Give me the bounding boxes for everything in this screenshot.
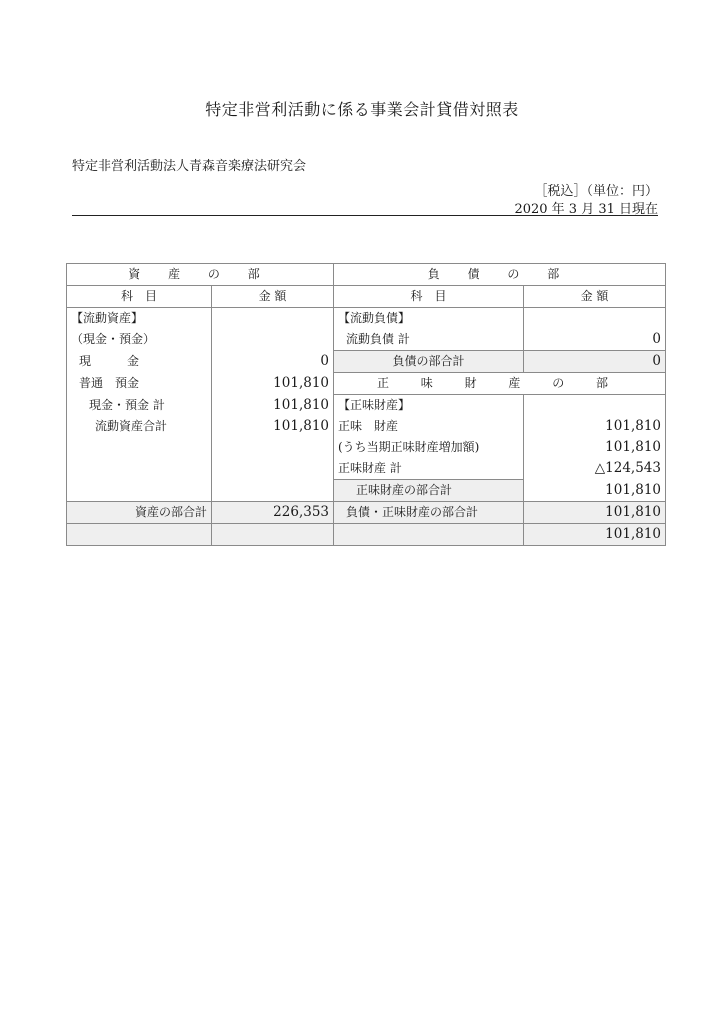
liabilities-net-assets-total-value: 101,810 <box>524 502 666 524</box>
table-row <box>67 308 666 330</box>
liabilities-net-assets-total-label: 負債・正味財産の部合計 <box>334 502 524 524</box>
empty-cell <box>212 329 334 351</box>
table-row <box>67 373 666 395</box>
net-assets-header: 【正味財産】 <box>334 395 524 417</box>
net-assets-increase-value: 101,810 <box>524 437 666 458</box>
assets-col-amount: 金 額 <box>212 286 334 308</box>
table-row <box>67 351 666 373</box>
section-header-row <box>67 264 666 286</box>
totals-row <box>67 502 666 524</box>
table-row <box>67 395 666 417</box>
assets-section-header <box>67 264 334 286</box>
table-row <box>67 329 666 351</box>
liabilities-total-label: 負債の部合計 <box>334 351 524 373</box>
liabilities-section-label: 負 債 の 部 <box>427 267 572 281</box>
net-assets-subtotal-label: 正味財産 計 <box>334 458 524 480</box>
cash-value: 0 <box>212 351 334 373</box>
assets-col-item: 科 目 <box>67 286 212 308</box>
net-assets-section-label: 正 味 財 産 の 部 <box>376 376 623 390</box>
current-assets-total-label: 流動資産合計 <box>67 416 212 437</box>
empty-cell <box>212 458 334 480</box>
organization-name: 特定非営利活動法人青森音楽療法研究会 <box>72 159 307 174</box>
empty-cell <box>67 524 212 546</box>
extra-row-value: 101,810 <box>524 524 666 546</box>
empty-cell <box>212 480 334 502</box>
net-assets-value: 101,810 <box>524 416 666 437</box>
current-liabilities-total-label: 流動負債 計 <box>334 329 524 351</box>
cash-deposits-header: （現金・預金） <box>67 329 212 351</box>
cash-deposit-total-value: 101,810 <box>212 395 334 417</box>
as-of-date: 2020 年 3 月 31 日現在 <box>514 202 658 217</box>
balance-sheet-table <box>66 263 666 546</box>
current-assets-total-value: 101,810 <box>212 416 334 437</box>
liabilities-section-header <box>334 264 666 286</box>
empty-cell <box>212 308 334 330</box>
table-row <box>67 437 666 458</box>
net-assets-section-header <box>334 373 666 395</box>
unit-note: ［税込］（単位：円） <box>534 184 658 199</box>
cash-label: 現 金 <box>67 351 212 373</box>
ordinary-deposit-label: 普通 預金 <box>67 373 212 395</box>
net-assets-increase-label: (うち当期正味財産増加額) <box>334 437 524 458</box>
ordinary-deposit-value: 101,810 <box>212 373 334 395</box>
date-underline <box>72 198 658 216</box>
table-row <box>67 480 666 502</box>
empty-cell <box>67 437 212 458</box>
net-assets-total-value: 101,810 <box>524 480 666 502</box>
current-liabilities-total-value: 0 <box>524 329 666 351</box>
cash-deposit-total-label: 現金・預金 計 <box>67 395 212 417</box>
empty-cell <box>67 480 212 502</box>
net-assets-total-label: 正味財産の部合計 <box>334 480 524 502</box>
net-assets-label: 正味 財産 <box>334 416 524 437</box>
empty-cell <box>212 437 334 458</box>
document-title: 特定非営利活動に係る事業会計貸借対照表 <box>205 100 519 119</box>
assets-total-value: 226,353 <box>212 502 334 524</box>
assets-section-label: 資 産 の 部 <box>128 267 272 281</box>
empty-cell <box>212 524 334 546</box>
extra-row <box>67 524 666 546</box>
column-header-row <box>67 286 666 308</box>
net-assets-subtotal-value: △124,543 <box>524 458 666 480</box>
empty-cell <box>67 458 212 480</box>
empty-cell <box>334 524 524 546</box>
assets-total-label: 資産の部合計 <box>67 502 212 524</box>
liabilities-col-item: 科 目 <box>334 286 524 308</box>
current-liabilities-header: 【流動負債】 <box>334 308 524 330</box>
current-assets-header: 【流動資産】 <box>67 308 212 330</box>
liabilities-col-amount: 金 額 <box>524 286 666 308</box>
table-row <box>67 458 666 480</box>
empty-cell <box>524 308 666 330</box>
table-row <box>67 416 666 437</box>
empty-cell <box>524 395 666 417</box>
liabilities-total-value: 0 <box>524 351 666 373</box>
